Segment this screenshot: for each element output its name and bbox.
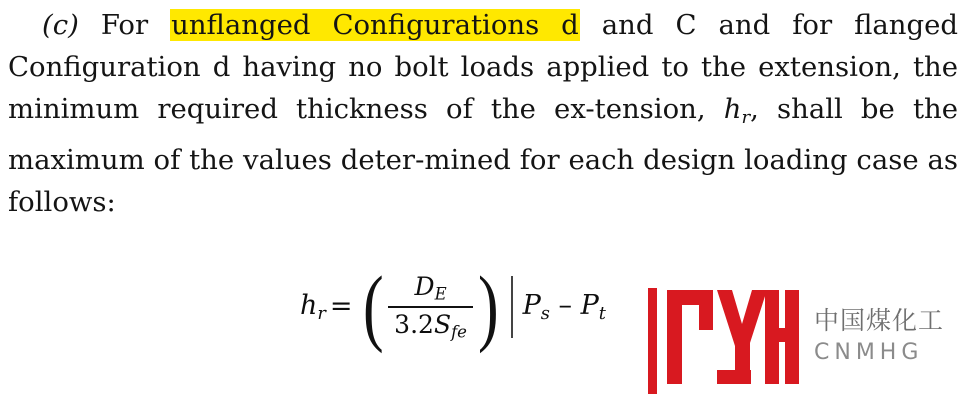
fraction-denominator	[388, 308, 473, 342]
open-paren: (	[362, 257, 384, 354]
watermark-logo	[648, 288, 944, 394]
numerator-symbol: D	[414, 272, 435, 301]
cnmhg-logo-icon	[665, 288, 800, 386]
rhs-operator: –	[558, 289, 573, 321]
close-paren: )	[477, 257, 499, 354]
paragraph-text-tail: , shall be the maximum of the values deter-mined for each design loading case as follows:	[8, 93, 958, 219]
equation-lhs-variable: h	[300, 289, 318, 321]
denominator-subscript: fe	[451, 322, 467, 342]
logo-red-bar	[648, 288, 657, 394]
rhs-subscript-t: t	[598, 302, 606, 324]
logo-english-text: CNMHG	[814, 339, 924, 365]
inline-variable-h: h	[723, 93, 742, 125]
inline-variable-subscript-r: r	[741, 107, 751, 129]
equation-lhs	[300, 290, 326, 324]
paragraph-text-before-highlight: For	[78, 9, 171, 41]
denominator-coefficient: 3.2	[394, 309, 434, 339]
body-paragraph	[8, 4, 958, 223]
denominator-symbol: S	[433, 309, 452, 339]
paragraph-text-after-highlight: and C and for flanged Configuration d having no bolt loads applied to the extension, the minimum required thickness of the ex-tension,	[8, 9, 959, 125]
rhs-subscript-s: s	[540, 302, 550, 324]
numerator-subscript: E	[434, 284, 447, 304]
logo-chinese-text: 中国煤化工	[814, 306, 945, 335]
parenthesized-fraction	[359, 257, 503, 354]
rhs-symbol-p-s: P	[522, 289, 541, 321]
equation-rhs	[523, 290, 606, 324]
equation-lhs-subscript: r	[317, 302, 326, 324]
equation-block	[300, 257, 606, 354]
fraction-numerator	[409, 272, 453, 306]
fraction	[388, 272, 473, 341]
logo-text-block	[814, 288, 944, 365]
absolute-value-bar	[511, 276, 513, 338]
equals-sign: =	[329, 291, 353, 323]
rhs-symbol-p-t: P	[580, 289, 599, 321]
paragraph-lead-in: (c)	[42, 9, 79, 41]
highlighted-phrase: unflanged Configurations d	[171, 9, 579, 41]
